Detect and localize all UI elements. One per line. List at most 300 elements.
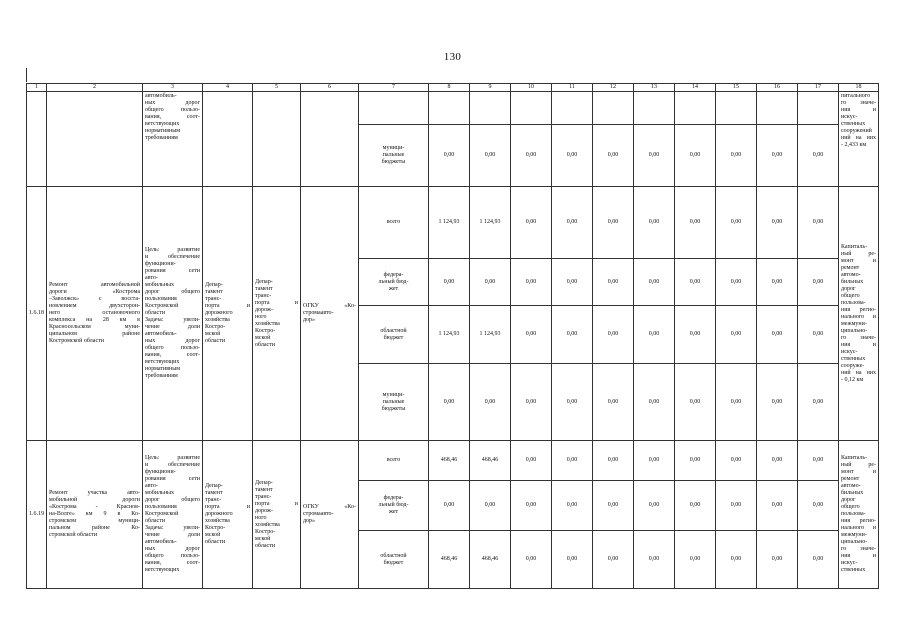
text-line: вания, соот- — [145, 114, 200, 120]
value-cell: 0,00 — [716, 481, 757, 531]
table-row — [27, 441, 879, 481]
text-line: хозяйства — [255, 521, 280, 528]
value-cell: 0,00 — [552, 481, 593, 531]
text-line: функциони- — [145, 261, 176, 267]
text-line: жет — [388, 285, 399, 292]
text-line: пальные — [382, 152, 405, 158]
text-line: рования сети — [145, 476, 200, 482]
value-cell: 0,00 — [716, 259, 757, 306]
value-cell: 0,00 — [511, 306, 552, 364]
text-line: чение доли — [145, 532, 200, 538]
value-cell: 0,00 — [634, 481, 675, 531]
text-line: ципально- — [841, 539, 868, 545]
text-line: ных дорог — [145, 338, 200, 344]
column-number: 18 — [839, 84, 879, 92]
text-line: ния и — [841, 341, 876, 348]
column-number: 14 — [675, 84, 716, 92]
funding-source-cell — [359, 125, 429, 187]
value-cell: 0,00 — [757, 531, 798, 589]
participant-cell — [301, 441, 359, 589]
text-line: Ремонт автомобильной — [49, 282, 140, 288]
text-line: вания, соот- — [145, 560, 200, 566]
value-cell: 0,00 — [552, 187, 593, 259]
row-number-cell: 1.6.19 — [27, 441, 47, 589]
value-cell: 0,00 — [593, 364, 634, 441]
text-line: ний на них — [841, 369, 876, 376]
executor-cell — [203, 92, 253, 187]
column-number: 7 — [359, 84, 429, 92]
column-number: 11 — [552, 84, 593, 92]
funding-source-cell — [359, 259, 429, 306]
column-number: 13 — [634, 84, 675, 92]
text-line: ных дорог — [145, 546, 200, 552]
empty-cell — [470, 92, 511, 125]
text-line: межмуни- — [841, 320, 867, 327]
text-line: Красносельском муни- — [49, 324, 140, 330]
empty-cell — [716, 92, 757, 125]
value-cell: 0,00 — [593, 187, 634, 259]
value-cell: 0,00 — [429, 259, 470, 306]
text-line: пальном районе Ко- — [49, 525, 140, 531]
value-cell: 0,00 — [470, 259, 511, 306]
funding-source-cell — [359, 187, 429, 259]
text-line: мской — [255, 334, 271, 341]
coexecutor-cell — [253, 92, 301, 187]
funding-source-cell — [359, 441, 429, 481]
value-cell: 0,00 — [593, 441, 634, 481]
text-line: нального и — [841, 525, 876, 531]
text-line: ных дорог — [145, 100, 200, 106]
value-cell: 0,00 — [634, 187, 675, 259]
value-cell: 0,00 — [675, 364, 716, 441]
value-cell: 0,00 — [593, 531, 634, 589]
text-line: го значе- — [841, 546, 876, 552]
table-row — [27, 187, 879, 259]
text-line: пользования — [145, 296, 177, 302]
value-cell: 0,00 — [429, 481, 470, 531]
measure-name-cell — [47, 441, 143, 589]
text-line: хозяйства — [205, 518, 230, 524]
text-line: требованиям — [145, 373, 178, 379]
text-line: мской — [255, 535, 271, 542]
value-cell: 468,46 — [470, 441, 511, 481]
value-cell: 0,00 — [552, 441, 593, 481]
value-cell: 468,46 — [470, 531, 511, 589]
value-cell: 0,00 — [552, 531, 593, 589]
value-cell: 468,46 — [429, 531, 470, 589]
text-line: области — [205, 539, 226, 545]
funding-source-cell — [359, 364, 429, 441]
value-cell: 0,00 — [675, 259, 716, 306]
value-cell: 0,00 — [675, 531, 716, 589]
empty-cell — [429, 92, 470, 125]
text-line: дорож- — [255, 306, 274, 313]
text-line: области — [145, 518, 166, 524]
text-line: ственных — [841, 355, 866, 362]
text-line: дорог — [841, 285, 856, 292]
value-cell: 0,00 — [798, 364, 839, 441]
empty-cell — [552, 92, 593, 125]
text-line: стромской области — [49, 532, 98, 538]
text-line: мобильной дороги — [49, 497, 140, 503]
text-line: жет — [388, 509, 399, 515]
value-cell: 0,00 — [757, 364, 798, 441]
result-cell — [839, 441, 879, 589]
text-line: федера- — [383, 495, 404, 501]
column-number: 5 — [253, 84, 301, 92]
text-line: ветствующих — [145, 359, 180, 365]
text-line: ственных — [841, 121, 866, 127]
text-line: бильных — [841, 278, 864, 285]
result-cell — [839, 187, 879, 441]
value-cell: 0,00 — [675, 187, 716, 259]
text-line: дор» — [303, 518, 316, 524]
value-cell: 0,00 — [757, 306, 798, 364]
text-line: бюджеты — [381, 159, 406, 165]
text-line: бюджеты — [381, 405, 406, 412]
value-cell: 0,00 — [634, 364, 675, 441]
text-line: области — [255, 542, 276, 549]
text-line: тамент — [205, 490, 223, 496]
text-line: требованиям — [145, 135, 178, 141]
text-line: транс- — [205, 497, 222, 503]
column-number: 17 — [798, 84, 839, 92]
text-line: пользова- — [841, 299, 866, 306]
value-cell: 0,00 — [798, 259, 839, 306]
text-line: федера- — [383, 271, 404, 278]
text-line: дорож- — [255, 507, 274, 514]
text-line: дор» — [303, 317, 316, 323]
text-line: комплекса на 28 км в — [49, 317, 140, 323]
text-line: го значе- — [841, 334, 876, 341]
text-line: искус- — [841, 560, 858, 566]
text-line: сооружений — [841, 128, 872, 134]
text-line: порта и — [255, 500, 298, 507]
column-number: 16 — [757, 84, 798, 92]
value-cell: 0,00 — [716, 441, 757, 481]
text-line: Цель: развитие — [145, 247, 200, 253]
value-cell: 0,00 — [511, 187, 552, 259]
value-cell: 0,00 — [634, 125, 675, 187]
text-line: ветствующих — [145, 567, 180, 573]
text-line: на-Волге» км 9 в Ко- — [49, 511, 140, 517]
funding-source-cell — [359, 306, 429, 364]
value-cell: 0,00 — [675, 481, 716, 531]
text-line: ветствующих — [145, 121, 180, 127]
text-line: пользования — [145, 504, 177, 510]
text-line: ния регио- — [841, 306, 876, 313]
empty-cell — [511, 92, 552, 125]
text-line: питального — [841, 93, 871, 99]
value-cell: 0,00 — [798, 187, 839, 259]
text-line: Костромской — [145, 511, 179, 517]
text-line: рования сети — [145, 268, 200, 274]
text-line: ния регио- — [841, 518, 876, 524]
text-line: авто- — [145, 275, 158, 281]
text-line: автомобиль- — [145, 93, 177, 99]
executor-cell — [203, 441, 253, 589]
value-cell: 1 124,93 — [429, 187, 470, 259]
value-cell: 0,00 — [634, 306, 675, 364]
value-cell: 0,00 — [634, 441, 675, 481]
text-line: «Кострома - Краснов- — [49, 504, 140, 510]
text-line: межмуни- — [841, 532, 867, 538]
text-line: бюджет — [383, 559, 404, 566]
value-cell: 0,00 — [593, 125, 634, 187]
text-line: нормативным — [145, 366, 181, 372]
text-line: ния и — [841, 553, 876, 559]
text-line: вания, соот- — [145, 352, 200, 358]
text-line: муници- — [382, 391, 405, 398]
row-number-cell: 1.6.18 — [27, 187, 47, 441]
text-line: порта и — [205, 303, 250, 309]
value-cell: 0,00 — [798, 441, 839, 481]
value-cell: 0,00 — [511, 531, 552, 589]
empty-cell — [359, 92, 429, 125]
text-line: –Заволжск» с восста- — [49, 296, 140, 302]
value-cell: 0,00 — [757, 125, 798, 187]
value-cell: 0,00 — [593, 306, 634, 364]
text-line: автомобиль- — [145, 539, 177, 545]
column-number: 4 — [203, 84, 253, 92]
text-line: дороги «Кострома — [49, 289, 140, 295]
text-line: общего — [841, 292, 860, 299]
text-line: Костро- — [255, 528, 276, 535]
text-line: новлением двухсторон- — [49, 303, 140, 309]
value-cell: 1 124,93 — [470, 306, 511, 364]
value-cell: 0,00 — [716, 187, 757, 259]
value-cell: 1 124,93 — [429, 306, 470, 364]
text-line: ципально- — [841, 327, 868, 334]
value-cell: 0,00 — [552, 259, 593, 306]
text-line: дорожного — [205, 310, 233, 316]
text-line: Костромской области — [49, 338, 104, 344]
table-row — [27, 92, 879, 125]
empty-cell — [593, 92, 634, 125]
text-line: дорог — [841, 497, 856, 503]
text-line: автомо- — [841, 271, 861, 278]
text-line: Депар- — [205, 282, 223, 288]
value-cell: 0,00 — [798, 306, 839, 364]
value-cell: 0,00 — [675, 441, 716, 481]
text-line: области — [255, 341, 276, 348]
result-cell — [839, 92, 879, 187]
value-cell: 0,00 — [716, 531, 757, 589]
text-line: хозяйства — [205, 317, 230, 323]
coexecutor-cell — [253, 441, 301, 589]
text-line: сооруже- — [841, 362, 865, 369]
text-line: чение доли — [145, 324, 200, 330]
participant-cell — [301, 187, 359, 441]
text-line: дорожного — [205, 511, 233, 517]
goal-cell — [143, 187, 203, 441]
text-line: всего — [386, 219, 401, 225]
value-cell: 0,00 — [511, 125, 552, 187]
value-cell: 0,00 — [757, 481, 798, 531]
text-line: нального и — [841, 313, 876, 320]
row-number-cell — [27, 92, 47, 187]
text-line: ремонт — [841, 264, 860, 271]
text-line: общего пользо- — [145, 345, 200, 351]
header-row — [27, 84, 879, 92]
column-number: 1 — [27, 84, 47, 92]
text-line: льный бюд- — [378, 278, 409, 285]
value-cell: 0,00 — [470, 481, 511, 531]
text-line: мской — [205, 532, 221, 538]
value-cell: 0,00 — [757, 259, 798, 306]
value-cell: 0,00 — [511, 364, 552, 441]
text-line: искус- — [841, 348, 858, 355]
text-line: ния и — [841, 107, 876, 113]
empty-cell — [757, 92, 798, 125]
value-cell: 0,00 — [511, 481, 552, 531]
coexecutor-cell — [253, 187, 301, 441]
text-line: и обеспечение — [145, 462, 200, 468]
value-cell: 0,00 — [798, 125, 839, 187]
page-number: 130 — [443, 51, 462, 63]
text-line: и обеспечение — [145, 254, 200, 260]
text-line: стромаавто- — [303, 310, 334, 316]
text-line: Депар- — [205, 483, 223, 489]
text-line: льный бюд- — [378, 502, 409, 508]
value-cell: 0,00 — [429, 364, 470, 441]
text-line: искус- — [841, 114, 858, 120]
value-cell: 0,00 — [716, 364, 757, 441]
column-number: 8 — [429, 84, 470, 92]
text-line: общего — [841, 504, 860, 510]
text-line: мской — [205, 331, 221, 337]
measure-name-cell — [47, 92, 143, 187]
value-cell: 0,00 — [716, 306, 757, 364]
column-number: 12 — [593, 84, 634, 92]
value-cell: 0,00 — [634, 259, 675, 306]
text-line: Депар- — [255, 479, 273, 486]
text-line: ний на них — [841, 135, 876, 141]
text-line: Цель: развитие — [145, 455, 200, 461]
text-line: пальные — [382, 398, 405, 405]
text-line: ципальном районе — [49, 331, 140, 337]
text-line: Капиталь- — [841, 455, 868, 461]
text-line: тамент — [255, 486, 273, 493]
text-line: монт и — [841, 469, 876, 475]
text-line: - 2,433 км — [841, 142, 867, 148]
text-line: транс- — [255, 493, 272, 500]
text-line: областной — [380, 327, 407, 334]
value-cell: 0,00 — [634, 531, 675, 589]
text-line: ОГКУ «Ко- — [303, 303, 356, 309]
text-line: ремонт — [841, 476, 860, 482]
empty-cell — [798, 92, 839, 125]
text-line: - 0,12 км — [841, 376, 864, 383]
value-cell: 0,00 — [470, 125, 511, 187]
text-line: ный ре- — [841, 250, 876, 257]
text-line: транс- — [255, 292, 272, 299]
text-line: общего пользо- — [145, 553, 200, 559]
text-line: ный ре- — [841, 462, 876, 468]
funding-source-cell — [359, 481, 429, 531]
text-line: нормативным — [145, 128, 181, 134]
text-line: функциони- — [145, 469, 176, 475]
text-line: всего — [386, 457, 401, 463]
text-line: ного — [255, 514, 267, 521]
value-cell: 0,00 — [675, 306, 716, 364]
text-line: Капиталь- — [841, 243, 868, 250]
text-line: Костромской — [145, 303, 179, 309]
value-cell: 0,00 — [798, 481, 839, 531]
value-cell: 0,00 — [429, 125, 470, 187]
text-line: мобильных — [145, 282, 175, 288]
text-line: Задача: увели- — [145, 525, 200, 531]
text-line: порта и — [205, 504, 250, 510]
text-line: Ремонт участка авто- — [49, 490, 140, 496]
participant-cell — [301, 92, 359, 187]
text-line: тамент — [255, 285, 273, 292]
value-cell: 0,00 — [511, 259, 552, 306]
text-line: дорог общего — [145, 497, 200, 503]
text-line: общего пользо- — [145, 107, 200, 113]
text-line: дорог общего — [145, 289, 200, 295]
value-cell: 0,00 — [798, 531, 839, 589]
text-line: ственных — [841, 567, 866, 573]
text-line: Костро- — [255, 327, 276, 334]
value-cell: 0,00 — [552, 306, 593, 364]
value-cell: 468,46 — [429, 441, 470, 481]
value-cell: 0,00 — [675, 125, 716, 187]
goal-cell — [143, 441, 203, 589]
text-line: ОГКУ «Ко- — [303, 504, 356, 510]
page-corner-mark — [26, 68, 27, 82]
value-cell: 0,00 — [552, 364, 593, 441]
value-cell: 0,00 — [593, 259, 634, 306]
text-line: области — [205, 338, 226, 344]
value-cell: 0,00 — [593, 481, 634, 531]
text-line: Костро- — [205, 525, 226, 531]
text-line: ного — [255, 313, 267, 320]
text-line: транс- — [205, 296, 222, 302]
value-cell: 1 124,93 — [470, 187, 511, 259]
column-number: 3 — [143, 84, 203, 92]
text-line: монт и — [841, 257, 876, 264]
text-line: него остановочного — [49, 310, 140, 316]
value-cell: 0,00 — [757, 187, 798, 259]
column-number: 10 — [511, 84, 552, 92]
measure-name-cell — [47, 187, 143, 441]
column-number: 9 — [470, 84, 511, 92]
value-cell: 0,00 — [716, 125, 757, 187]
text-line: бюджет — [383, 334, 404, 341]
budget-table — [26, 83, 879, 589]
text-line: пользова- — [841, 511, 866, 517]
text-line: Депар- — [255, 278, 273, 285]
value-cell: 0,00 — [511, 441, 552, 481]
text-line: автомобиль- — [145, 331, 177, 337]
text-line: тамент — [205, 289, 223, 295]
text-line: области — [145, 310, 166, 316]
text-line: муници- — [382, 145, 405, 151]
column-number: 2 — [47, 84, 143, 92]
empty-cell — [675, 92, 716, 125]
table-body — [27, 84, 879, 589]
funding-source-cell — [359, 531, 429, 589]
text-line: областной — [380, 552, 407, 559]
text-line: авто- — [145, 483, 158, 489]
text-line: Костро- — [205, 324, 226, 330]
column-number: 6 — [301, 84, 359, 92]
value-cell: 0,00 — [757, 441, 798, 481]
text-line: стромаавто- — [303, 511, 334, 517]
goal-cell — [143, 92, 203, 187]
text-line: порта и — [255, 299, 298, 306]
